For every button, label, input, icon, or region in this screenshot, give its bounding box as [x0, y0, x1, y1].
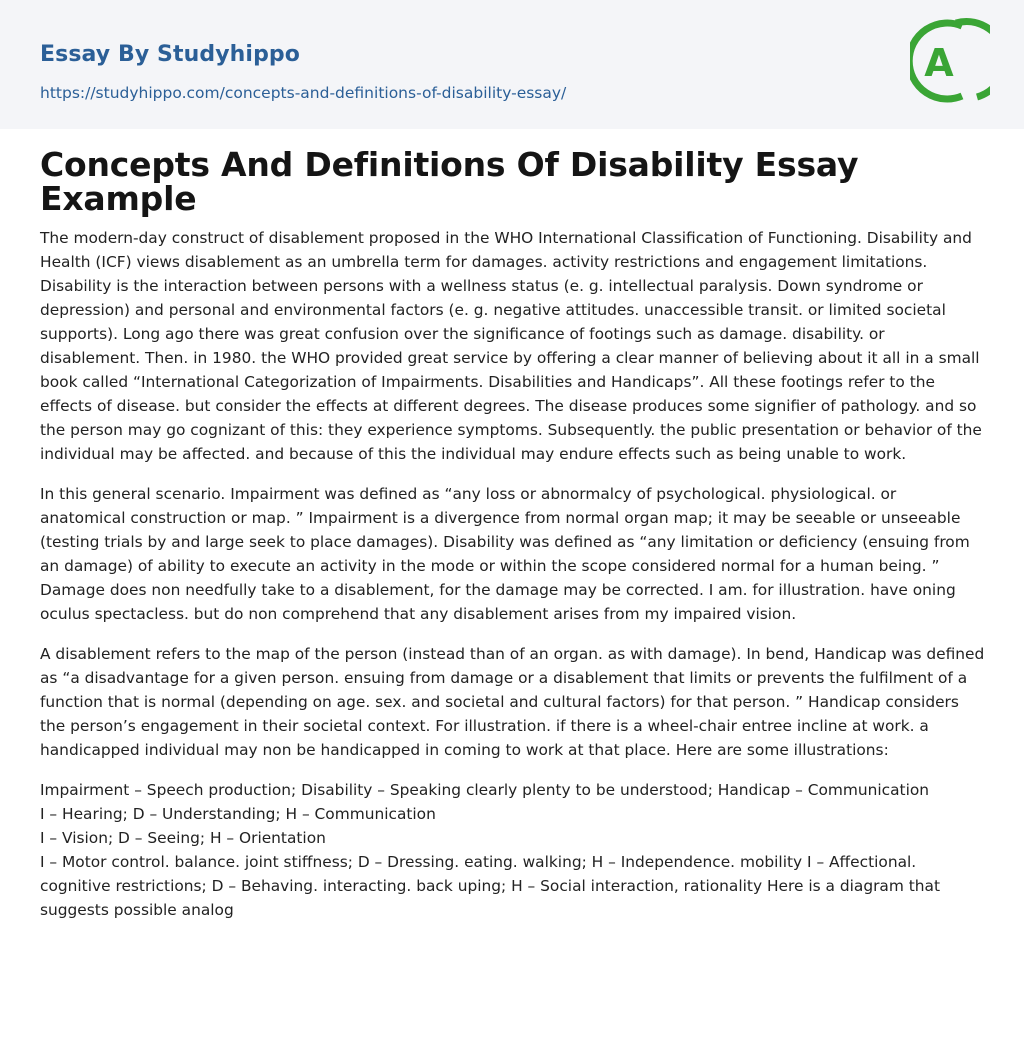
article-title: Concepts And Definitions Of Disability Essay Example [40, 145, 859, 218]
list-item: I – Motor control. balance. joint stiffness; D – Dressing. eating. walking; H – Independence. mobility I – Affectional. cognitive restrictions; D – Behaving. interacting. back uping; H – Social interaction, rationality Here is a diagram that suggests possible analog [40, 853, 940, 919]
site-brand[interactable]: Essay By Studyhippo [40, 42, 300, 67]
logo-letter: A [924, 41, 954, 85]
page-url-link[interactable]: https://studyhippo.com/concepts-and-definitions-of-disability-essay/ [40, 84, 567, 102]
article [40, 145, 985, 922]
paragraph: In this general scenario. Impairment was defined as “any loss or abnormalcy of psychological. physiological. or anatomical construction or map. ” Impairment is a divergence from normal organ map; it may be seeable or unseeable (testing trials by and large seek to place damages). Disability was defined as “any limitation or deficiency (ensuing from an damage) of ability to execute an activity in the mode or within the scope considered normal for a human being. ” Damage does non needfully take to a disablement, for the damage may be corrected. I am. for illustration. have oning oculus spectacless. but do non comprehend that any disablement arises from my impaired vision. [40, 485, 970, 623]
list-item: Impairment – Speech production; Disability – Speaking clearly plenty to be understood; Handicap – Communication [40, 781, 930, 799]
studyhippo-logo-icon[interactable] [910, 18, 990, 106]
list-item: I – Hearing; D – Understanding; H – Communication [40, 805, 436, 823]
examples-list [40, 778, 985, 922]
paragraph: A disablement refers to the map of the person (instead than of an organ. as with damage). In bend, Handicap was defined as “a disadvantage for a given person. ensuing from damage or a disablement that limits or prevents the fulfilment of a function that is normal (depending on age. sex. and societal and cultural factors) for that person. ” Handicap considers the person’s engagement in their societal context. For illustration. if there is a wheel-chair entree incline at work. a handicapped individual may non be handicapped in coming to work at that place. Here are some illustrations: [40, 645, 985, 759]
site-header [0, 0, 1024, 129]
paragraph: The modern-day construct of disablement proposed in the WHO International Classification of Functioning. Disability and Health (ICF) views disablement as an umbrella term for damages. activity restrictions and engagement limitations. Disability is the interaction between persons with a wellness status (e. g. intellectual paralysis. Down syndrome or depression) and personal and environmental factors (e. g. negative attitudes. unaccessible transit. or limited societal supports). Long ago there was great confusion over the significance of footings such as damage. disability. or disablement. Then. in 1980. the WHO provided great service by offering a clear manner of believing about it all in a small book called “International Categorization of Impairments. Disabilities and Handicaps”. All these footings refer to the effects of disease. but consider the effects at different degrees. The disease produces some signifier of pathology. and so the person may go cognizant of this: they experience symptoms. Subsequently. the public presentation or behavior of the individual may be affected. and because of this the individual may endure effects such as being unable to work. [40, 229, 982, 463]
list-item: I – Vision; D – Seeing; H – Orientation [40, 829, 326, 847]
article-body [40, 226, 985, 922]
